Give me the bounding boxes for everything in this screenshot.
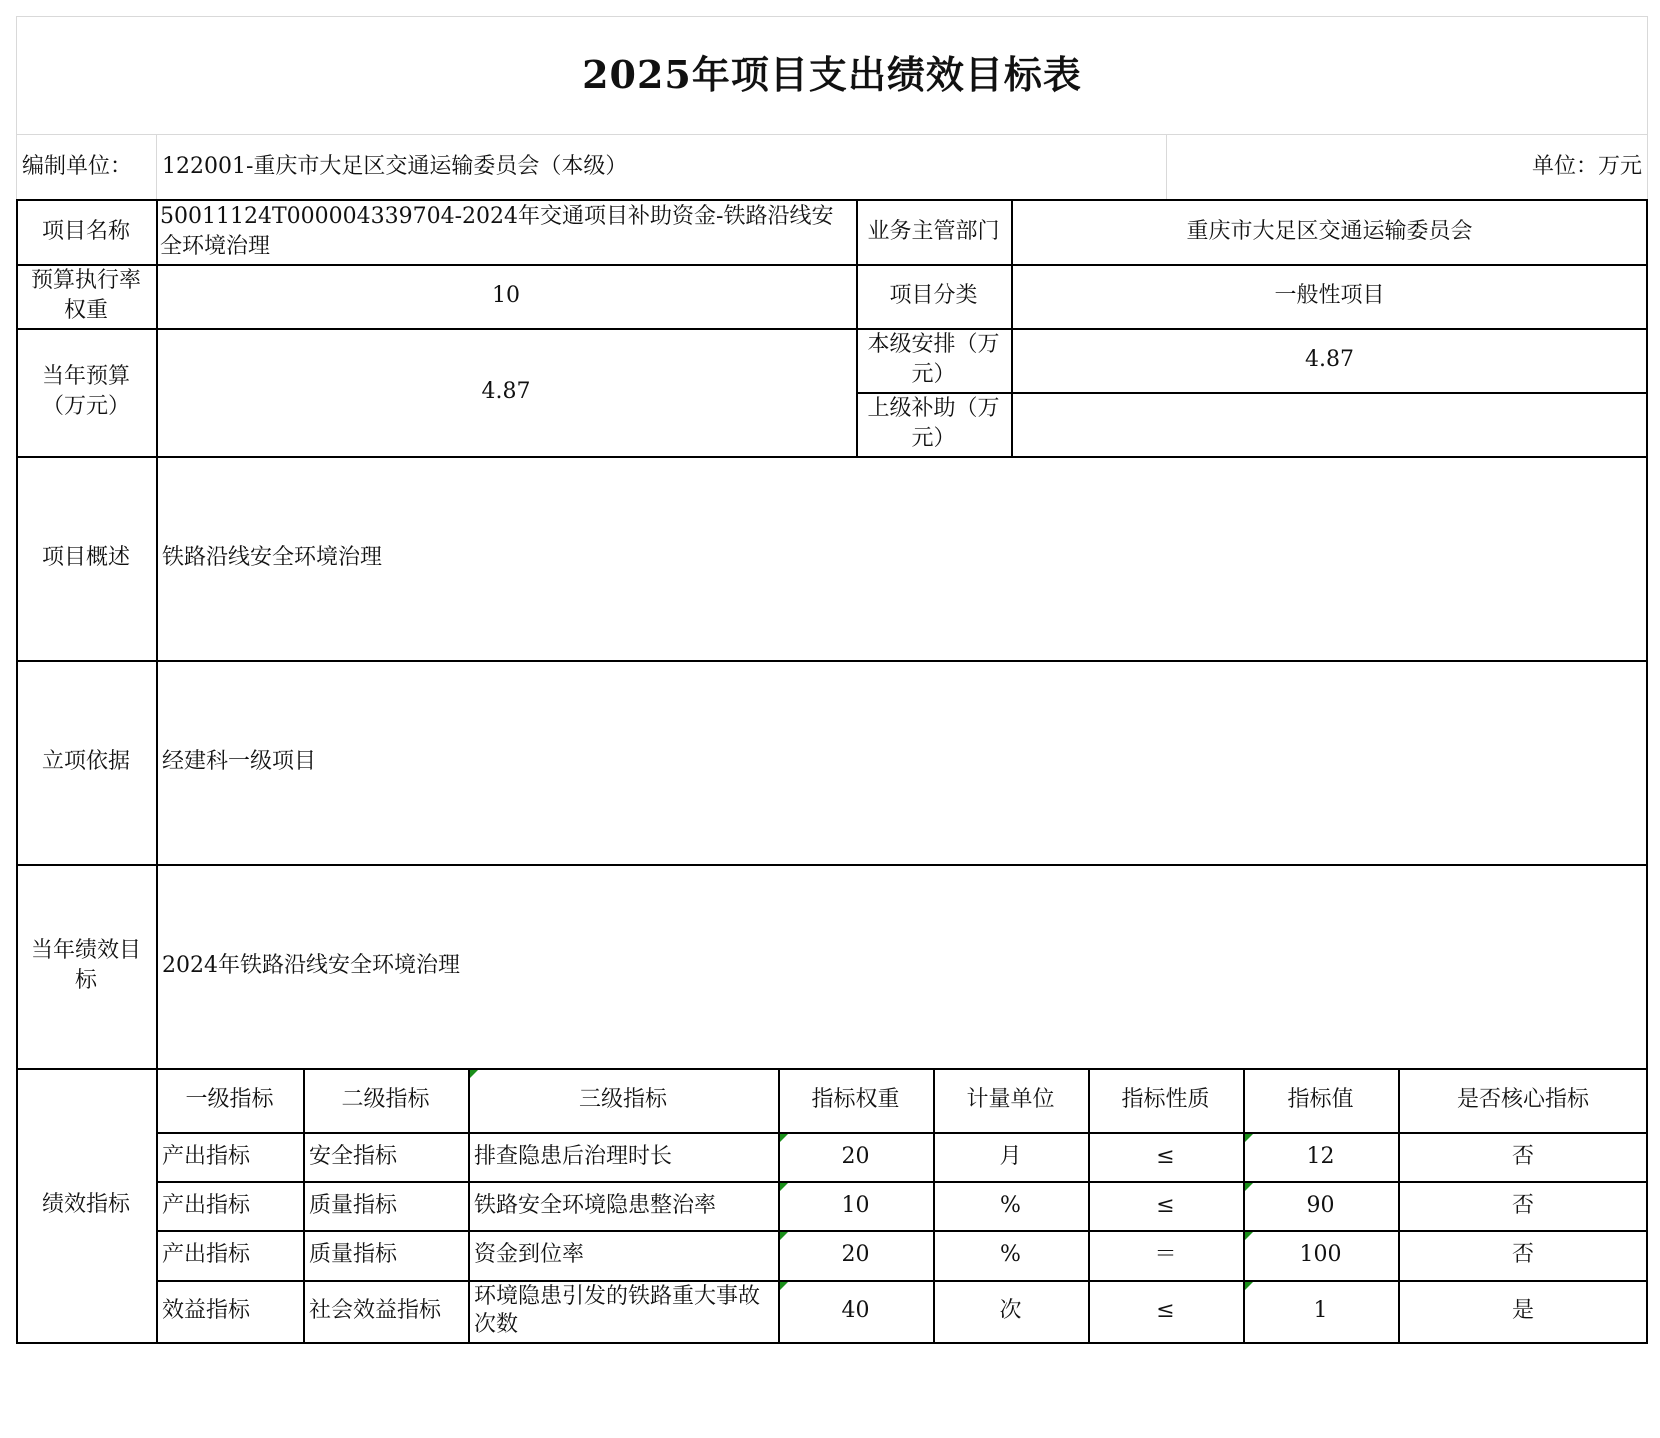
local-allocation-label: 本级安排（万元）	[867, 332, 1000, 387]
metrics-column-header: 三级指标	[578, 1087, 667, 1112]
annual-goal-label: 当年绩效目标	[30, 938, 141, 993]
cell-marker-icon	[1245, 1183, 1253, 1191]
metric-core: 否	[1511, 1242, 1534, 1267]
metric-level2: 社会效益指标	[309, 1298, 442, 1323]
cell-marker-icon	[1245, 1282, 1253, 1290]
cell-marker-icon	[1245, 1134, 1253, 1142]
metric-level2: 质量指标	[309, 1242, 398, 1267]
metric-level1: 产出指标	[162, 1143, 251, 1169]
metrics-column-header: 二级指标	[341, 1087, 430, 1112]
compiler-unit-value: 122001-重庆市大足区交通运输委员会（本级）	[162, 154, 628, 179]
metric-level2: 质量指标	[309, 1192, 398, 1218]
annual-budget-value: 4.87	[481, 379, 531, 404]
cell-marker-icon	[1245, 1232, 1253, 1240]
metric-level1: 效益指标	[162, 1298, 251, 1323]
metric-weight: 20	[841, 1143, 870, 1169]
execution-weight-value: 10	[492, 283, 520, 308]
metric-weight: 40	[841, 1298, 870, 1323]
superior-subsidy-label: 上级补助（万元）	[867, 396, 1000, 451]
metric-nature: ＝	[1154, 1242, 1177, 1267]
metric-weight: 10	[841, 1192, 870, 1218]
metric-unit: 次	[999, 1298, 1022, 1323]
metric-level3: 资金到位率	[474, 1242, 585, 1267]
overview-label: 项目概述	[41, 545, 130, 570]
metrics-section-label: 绩效指标	[41, 1192, 130, 1217]
metric-value: 1	[1313, 1298, 1328, 1323]
metric-weight: 20	[841, 1242, 870, 1267]
metrics-column-header: 计量单位	[966, 1087, 1055, 1112]
metric-nature: ≤	[1156, 1143, 1175, 1169]
basis-value: 经建科一级项目	[162, 749, 317, 774]
metric-nature: ≤	[1156, 1298, 1175, 1323]
department-value: 重庆市大足区交通运输委员会	[1186, 218, 1473, 244]
metric-level3: 环境隐患引发的铁路重大事故次数	[474, 1284, 761, 1337]
project-name-value: 50011124T000004339704-2024年交通项目补助资金-铁路沿线安全环境治理	[160, 203, 834, 259]
metric-unit: %	[1000, 1192, 1021, 1218]
local-allocation-value: 4.87	[1305, 347, 1354, 372]
cell-marker-icon	[780, 1282, 788, 1290]
superior-subsidy-value	[1011, 392, 1648, 456]
annual-goal-value: 2024年铁路沿线安全环境治理	[162, 953, 460, 978]
metrics-column-header: 是否核心指标	[1456, 1087, 1589, 1112]
metric-level3: 铁路安全环境隐患整治率	[474, 1192, 717, 1218]
metric-nature: ≤	[1156, 1192, 1175, 1218]
department-label: 业务主管部门	[867, 218, 1000, 244]
metrics-column-header: 指标权重	[811, 1087, 900, 1112]
metric-level2: 安全指标	[309, 1143, 398, 1169]
metric-core: 否	[1511, 1143, 1534, 1169]
metric-value: 12	[1306, 1143, 1335, 1169]
annual-budget-label: 当年预算（万元）	[41, 364, 130, 419]
metrics-column-header: 指标性质	[1121, 1087, 1210, 1112]
metric-level1: 产出指标	[162, 1192, 251, 1218]
metric-value: 100	[1299, 1242, 1342, 1267]
performance-target-sheet	[16, 16, 1648, 1424]
metric-core: 否	[1511, 1192, 1534, 1218]
metrics-column-header: 一级指标	[185, 1087, 274, 1112]
cell-marker-icon	[780, 1232, 788, 1240]
metrics-column-header: 指标值	[1287, 1087, 1354, 1112]
project-category-value: 一般性项目	[1274, 283, 1385, 308]
overview-value: 铁路沿线安全环境治理	[162, 545, 383, 570]
metric-value: 90	[1306, 1192, 1335, 1218]
currency-unit: 单位：万元	[1531, 154, 1642, 179]
metric-level3: 排查隐患后治理时长	[474, 1143, 673, 1169]
metric-core: 是	[1511, 1298, 1534, 1323]
project-name-label: 项目名称	[41, 218, 130, 244]
cell-marker-icon	[470, 1070, 478, 1078]
metric-unit: 月	[999, 1143, 1022, 1169]
page-title: 2025年项目支出绩效目标表	[582, 52, 1082, 97]
metric-level1: 产出指标	[162, 1242, 251, 1267]
cell-marker-icon	[780, 1183, 788, 1191]
execution-weight-label: 预算执行率权重	[30, 268, 141, 323]
metric-unit: %	[1000, 1242, 1021, 1267]
basis-label: 立项依据	[41, 749, 130, 774]
compiler-unit-label: 编制单位：	[22, 154, 133, 179]
project-category-label: 项目分类	[889, 283, 978, 308]
cell-marker-icon	[780, 1134, 788, 1142]
